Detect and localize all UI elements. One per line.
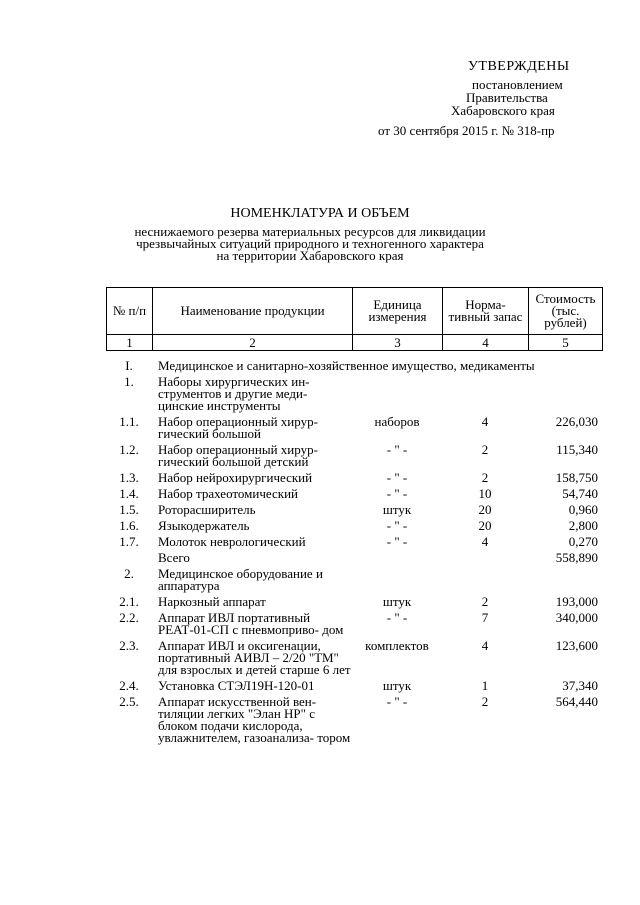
table-row xyxy=(106,374,602,414)
column-number: 2 xyxy=(153,335,353,351)
row-name: Набор трахеотомический xyxy=(158,486,298,501)
header-norm xyxy=(443,288,529,335)
row-quantity: 1 xyxy=(481,678,489,693)
row-number: 1.6. xyxy=(119,518,139,533)
header-cost xyxy=(529,288,603,335)
row-number: 2.5. xyxy=(119,694,139,709)
approval-title: УТВЕРЖДЕНЫ xyxy=(468,59,570,74)
row-quantity: 7 xyxy=(481,610,489,625)
table-row xyxy=(106,594,602,610)
row-name: Медицинское и санитарно-хозяйственное имущество, медикаменты xyxy=(158,358,535,373)
row-quantity xyxy=(442,566,528,594)
approval-date-line: от 30 сентября 2015 г. № 318-пр xyxy=(378,123,555,138)
row-quantity: 4 xyxy=(481,638,489,653)
row-quantity: 2 xyxy=(481,442,489,457)
row-unit xyxy=(352,566,442,594)
row-cost: 115,340 xyxy=(556,442,598,457)
row-cost: 158,750 xyxy=(555,470,598,485)
column-number: 3 xyxy=(353,335,443,351)
row-unit: штук xyxy=(382,594,412,609)
row-name: Наркозный аппарат xyxy=(158,594,266,609)
header-name xyxy=(153,288,353,335)
row-unit: - " - xyxy=(386,518,408,533)
subtitle-line: чрезвычайных ситуаций природного и техногенного характера xyxy=(136,236,484,251)
row-number: 1.3. xyxy=(119,470,139,485)
row-unit: штук xyxy=(382,502,412,517)
row-number xyxy=(106,550,152,566)
document-subtitle xyxy=(110,226,510,262)
table-row xyxy=(106,358,602,374)
approval-line: постановлением xyxy=(472,77,563,92)
row-number: 2.3. xyxy=(119,638,139,653)
row-number: I. xyxy=(125,358,133,373)
row-quantity: 10 xyxy=(478,486,492,501)
approval-line: Хабаровского края xyxy=(451,103,555,118)
table-row xyxy=(106,486,602,502)
subtitle-line: неснижаемого резерва материальных ресурсов для ликвидации xyxy=(134,224,486,239)
table-row xyxy=(106,442,602,470)
row-cost: 564,440 xyxy=(555,694,598,709)
column-number: 5 xyxy=(529,335,603,351)
row-name: Набор нейрохирургический xyxy=(158,470,313,485)
row-unit: комплектов xyxy=(365,638,429,653)
row-name: Медицинское оборудование и аппаратура xyxy=(158,566,323,593)
row-unit: наборов xyxy=(374,414,420,429)
row-cost: 37,340 xyxy=(562,678,598,693)
header-unit xyxy=(353,288,443,335)
table-row xyxy=(106,550,602,566)
header-cost-label: Стоимость (тыс. рублей) xyxy=(535,291,596,330)
header-unit-label: Единица измерения xyxy=(368,297,427,324)
row-number: 1.5. xyxy=(119,502,139,517)
header-norm-label: Норма- тивный запас xyxy=(448,297,523,324)
row-unit: - " - xyxy=(386,694,408,709)
row-quantity: 2 xyxy=(481,594,489,609)
row-name: Аппарат ИВЛ и оксигенации, портативный АИВЛ – 2/20 "ТМ" для взрослых и детей старше 6 лет xyxy=(158,638,351,677)
row-quantity: 4 xyxy=(481,534,489,549)
row-name: Установка СТЭЛ19Н-120-01 xyxy=(158,678,315,693)
row-unit: - " - xyxy=(386,610,408,625)
table-row xyxy=(106,638,602,678)
row-number: 2.4. xyxy=(119,678,139,693)
row-quantity: 4 xyxy=(481,414,489,429)
table-header xyxy=(106,287,603,351)
table-row xyxy=(106,534,602,550)
row-number: 2.1. xyxy=(119,594,139,609)
row-unit: - " - xyxy=(386,470,408,485)
row-quantity: 2 xyxy=(481,694,489,709)
row-name: Аппарат искусственной вен- тиляции легких "Элан НР" с блоком подачи кислорода, увлажнителем, газоанализа- тором xyxy=(158,694,351,745)
header-num xyxy=(107,288,153,335)
row-cost: 340,000 xyxy=(555,610,598,625)
row-quantity xyxy=(442,374,528,414)
row-cost: 123,600 xyxy=(555,638,598,653)
row-quantity: 2 xyxy=(481,470,489,485)
row-name: Молоток неврологический xyxy=(158,534,306,549)
row-cost: 2,800 xyxy=(568,518,598,533)
row-number: 2. xyxy=(124,566,134,581)
row-unit xyxy=(352,374,442,414)
row-name: Наборы хирургических ин- струментов и другие меди- цинские инструменты xyxy=(158,374,310,413)
row-cost xyxy=(528,566,602,594)
row-name: Роторасширитель xyxy=(158,502,256,517)
table-row xyxy=(106,470,602,486)
row-number: 1.1. xyxy=(119,414,139,429)
table-body xyxy=(106,358,602,746)
row-unit: штук xyxy=(382,678,412,693)
row-unit: - " - xyxy=(386,534,408,549)
row-name: Языкодержатель xyxy=(158,518,250,533)
row-name: Аппарат ИВЛ портативный РЕАТ-01-СП с пневмоприво- дом xyxy=(158,610,344,637)
row-cost: 0,960 xyxy=(568,502,598,517)
row-name: Набор операционный хирур- гический большой xyxy=(158,414,318,441)
subtitle-line: на территории Хабаровского края xyxy=(216,248,404,263)
row-quantity: 20 xyxy=(478,502,492,517)
table-row xyxy=(106,678,602,694)
approval-line: Правительства xyxy=(466,90,548,105)
row-unit xyxy=(352,550,442,566)
row-number: 1.2. xyxy=(119,442,139,457)
row-cost: 226,030 xyxy=(555,414,598,429)
row-number: 2.2. xyxy=(119,610,139,625)
table-row xyxy=(106,694,602,746)
table-row xyxy=(106,566,602,594)
table-row xyxy=(106,502,602,518)
row-cost: 193,000 xyxy=(555,594,598,609)
row-number: 1.4. xyxy=(119,486,139,501)
row-unit: - " - xyxy=(386,486,408,501)
column-number: 4 xyxy=(443,335,529,351)
header-num-label: № п/п xyxy=(112,303,147,318)
row-unit: - " - xyxy=(386,442,408,457)
row-number: 1.7. xyxy=(119,534,139,549)
row-cost: 0,270 xyxy=(568,534,598,549)
row-name: Всего xyxy=(158,550,190,565)
row-number: 1. xyxy=(124,374,134,389)
row-cost xyxy=(528,374,602,414)
row-name: Набор операционный хирур- гический большой детский xyxy=(158,442,318,469)
document-title: НОМЕНКЛАТУРА И ОБЪЕМ xyxy=(230,206,410,221)
row-quantity xyxy=(442,550,528,566)
table-row xyxy=(106,518,602,534)
row-cost: 558,890 xyxy=(555,550,598,565)
header-name-label: Наименование продукции xyxy=(180,303,325,318)
table-row xyxy=(106,610,602,638)
row-quantity: 20 xyxy=(478,518,492,533)
row-cost: 54,740 xyxy=(562,486,598,501)
column-number: 1 xyxy=(107,335,153,351)
table-row xyxy=(106,414,602,442)
